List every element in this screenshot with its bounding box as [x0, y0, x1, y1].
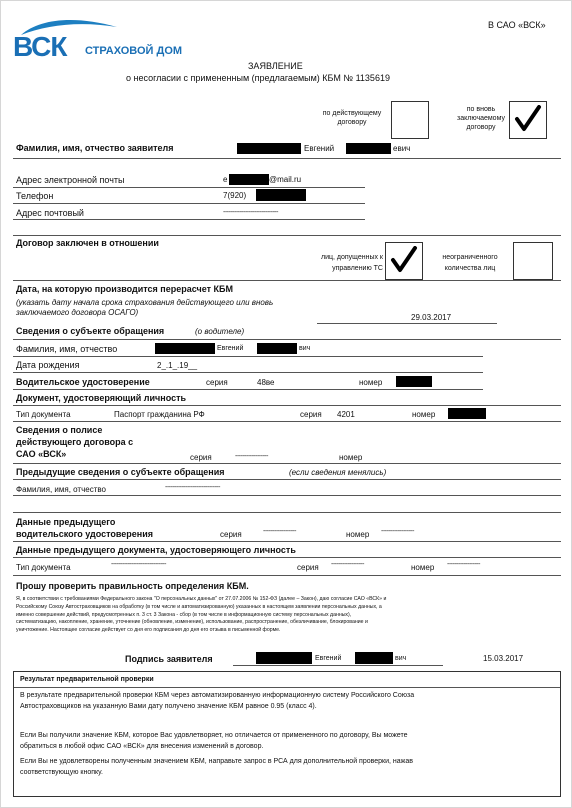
redaction [257, 343, 297, 354]
prev-license-number-label: номер [346, 530, 370, 539]
limited-drivers-checkbox[interactable] [385, 242, 423, 280]
phone-value: 7(920) [223, 191, 247, 200]
email-domain: @mail.ru [269, 175, 302, 184]
previous-label: Предыдущие сведения о субъекте обращения [16, 467, 225, 477]
email-prefix: e [223, 175, 228, 184]
signature-label: Подпись заявителя [125, 654, 213, 664]
current-contract-checkbox[interactable] [391, 101, 429, 139]
logo-text: ВСК [13, 31, 67, 62]
license-label: Водительское удостоверение [16, 377, 150, 387]
document-subtitle: о несогласии с примененным (предлагаемым) КБМ № 1135619 [126, 73, 390, 83]
policy-label-line2: действующего договора с [16, 437, 134, 447]
redaction [346, 143, 391, 154]
prev-doc-series-value: ------------------ [331, 561, 364, 568]
signature-date: 15.03.2017 [483, 654, 524, 663]
redaction [396, 376, 432, 387]
prev-doc-label: Данные предыдущего документа, удостоверяющего личность [16, 545, 296, 555]
prev-license-series-value: ------------------ [263, 528, 296, 535]
current-contract-label: по действующему договору [322, 110, 382, 126]
redaction [355, 652, 393, 664]
prev-license-number-value: ------------------ [381, 528, 414, 535]
prev-doc-series-label: серия [297, 563, 319, 572]
recalc-date-value: 29.03.2017 [411, 313, 452, 322]
prev-license-label-line2: водительского удостоверения [16, 529, 154, 539]
postal-label: Адрес почтовый [16, 208, 84, 218]
applicant-fio-label: Фамилия, имя, отчество заявителя [16, 143, 174, 153]
applicant-first-name: Евгений [304, 144, 335, 153]
consent-line: именно совершение действий, предусмотренных п. 3 ст. 3 Закона - сбор (в том числе в информационную систему персональных данных), [16, 611, 352, 618]
consent-line: уничтожение. Настоящее согласие действует со дня его подписания до дня его отзыва в письменной форме. [16, 627, 281, 634]
document-title: ЗАЯВЛЕНИЕ [248, 61, 303, 71]
unlimited-drivers-label: неограниченного количества лиц [442, 254, 498, 272]
prev-doc-type-label: Тип документа [16, 563, 71, 572]
previous-hint: (если сведения менялись) [289, 468, 387, 477]
checkmark-icon [389, 246, 419, 274]
phone-label: Телефон [16, 191, 54, 201]
recipient: В САО «ВСК» [488, 20, 546, 30]
prev-license-label-line1: Данные предыдущего [16, 517, 116, 527]
prev-doc-number-label: номер [411, 563, 435, 572]
prev-doc-number-value: ------------------ [447, 561, 480, 568]
postal-value: ------------------------------ [223, 209, 278, 216]
subject-label: Сведения о субъекте обращения [16, 326, 165, 336]
redaction [256, 652, 312, 664]
id-doc-series-label: серия [300, 410, 322, 419]
logo-subtext: СТРАХОВОЙ ДОМ [85, 45, 183, 57]
consent-line: Я, в соответствии с требованиями Федерального закона "О персональных данных" от 27.07.2006 № 152-ФЗ (далее – Закон), даю согласие САО «ВСК» и [16, 596, 387, 602]
previous-fio-label: Фамилия, имя, отчество [16, 485, 106, 494]
id-doc-type-label: Тип документа [16, 410, 71, 419]
policy-label-line3: САО «ВСК» [16, 449, 67, 459]
consent-line: систематизацию, накопление, хранение, уточнение (обновление, изменение), использование, распространение, обезличивание, блокирование и [16, 619, 368, 626]
signature-first-name: Евгений [315, 655, 342, 662]
email-label: Адрес электронной почты [16, 175, 125, 185]
previous-fio-value: ------------------------------ [165, 484, 220, 491]
license-series-label: серия [206, 378, 228, 387]
redaction [155, 343, 215, 354]
id-doc-type-value: Паспорт гражданина РФ [114, 410, 205, 419]
check-result-box [13, 671, 561, 797]
redaction [448, 408, 486, 419]
policy-series-value: ------------------ [235, 453, 268, 460]
subject-patronymic-suffix: вич [299, 345, 311, 352]
result-paragraph-3-line-1: Если Вы не удовлетворены полученным значением КБМ, направьте запрос в РСА для дополнительной проверки, нажав [20, 758, 413, 765]
license-series-value: 48ве [257, 378, 275, 387]
subject-role: (о водителе) [195, 327, 245, 336]
result-paragraph-2-line-2: обратиться в любой офис САО «ВСК» для внесения изменений в договор. [20, 743, 264, 750]
applicant-patronymic-suffix: евич [393, 144, 411, 153]
vsk-logo [11, 17, 201, 63]
consent-line: Российскому Союзу Автостраховщиков на обработку (в том числе и автоматизированную) указанных в настоящем заявлении персональных данных, а [16, 603, 382, 610]
id-doc-series-value: 4201 [337, 410, 355, 419]
request-label: Прошу проверить правильность определения КБМ. [16, 581, 249, 591]
id-doc-number-label: номер [412, 410, 436, 419]
subject-fio-label: Фамилия, имя, отчество [16, 344, 118, 354]
redaction [237, 143, 301, 154]
redaction [256, 189, 306, 201]
new-contract-label: по вновь заключаемому договору [457, 106, 505, 131]
result-paragraph-1-line-1: В результате предварительной проверки КБМ через автоматизированную информационную систему Российского Союза [20, 692, 415, 699]
signature-patronymic-suffix: вич [395, 655, 407, 662]
result-paragraph-1-line-2: Автостраховщиков на указанную Вами дату получено значение КБМ равное 0.95 (класс 4). [20, 703, 317, 710]
license-number-label: номер [359, 378, 383, 387]
subject-first-name: Евгений [217, 345, 244, 352]
dob-value: 2_.1_.19__ [157, 361, 198, 370]
result-paragraph-2-line-1: Если Вы получили значение КБМ, которое Вас удовлетворяет, но отличается от примененного по договору, Вы можете [20, 732, 408, 739]
redaction [229, 174, 269, 185]
recalc-date-hint: (указать дату начала срока страхования действующего или вновь заключаемого договора ОСАГО) [16, 298, 274, 317]
contract-basis-label: Договор заключен в отношении [16, 238, 159, 248]
unlimited-drivers-checkbox[interactable] [513, 242, 553, 280]
id-doc-label: Документ, удостоверяющий личность [16, 393, 187, 403]
result-title: Результат предварительной проверки [20, 676, 154, 683]
result-paragraph-3-line-2: соответствующую кнопку. [20, 769, 103, 776]
prev-doc-type-value: ------------------------------ [111, 561, 166, 568]
policy-label-line1: Сведения о полисе [16, 425, 103, 435]
prev-license-series-label: серия [220, 530, 242, 539]
checkmark-icon [513, 105, 543, 133]
recalc-date-label: Дата, на которую производится перерасчет КБМ [16, 284, 234, 294]
policy-number-label: номер [339, 453, 363, 462]
dob-label: Дата рождения [16, 360, 80, 370]
consent-text [16, 596, 561, 635]
limited-drivers-label: лиц, допущенных к управлению ТС [320, 254, 383, 272]
policy-series-label: серия [190, 453, 212, 462]
new-contract-checkbox[interactable] [509, 101, 547, 139]
